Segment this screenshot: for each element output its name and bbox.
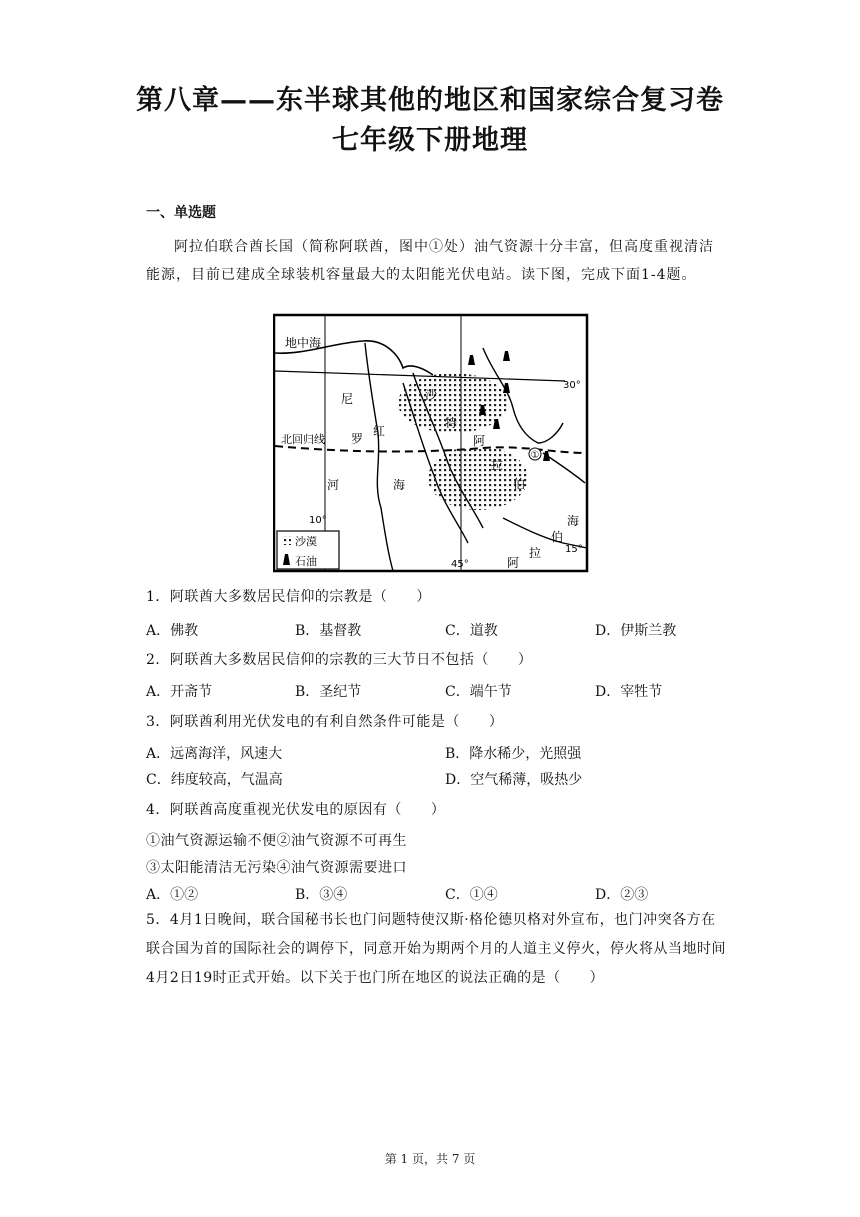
question-3: 3．阿联酋利用光伏发电的有利自然条件可能是（ ） — [146, 714, 504, 730]
page-footer: 第 1 页，共 7 页 — [384, 1152, 476, 1166]
question-4: 4．阿联酋高度重视光伏发电的原因有（ ） — [146, 802, 446, 818]
q2-option-d[interactable]: D．宰牲节 — [595, 684, 663, 700]
label-desert-s: 沙 — [425, 388, 438, 402]
q3-option-b[interactable]: B．降水稀少，光照强 — [445, 746, 582, 762]
section-heading: 一、单选题 — [146, 205, 216, 221]
label-tropic: 北回归线 — [281, 433, 325, 446]
document-subtitle: 七年级下册地理 — [332, 125, 528, 156]
label-arab-1: 阿 — [473, 434, 486, 448]
middle-east-map — [273, 313, 589, 573]
label-lat-30: 30° — [563, 380, 581, 391]
legend-desert: 沙漠 — [295, 535, 317, 548]
document-title: 第八章——东半球其他的地区和国家综合复习卷 — [136, 85, 724, 116]
label-nile-3: 河 — [327, 478, 340, 492]
q3-option-a[interactable]: A．远离海洋，风速大 — [146, 746, 283, 762]
q2-option-b[interactable]: B．圣纪节 — [295, 684, 362, 700]
q3-option-c[interactable]: C．纬度较高，气温高 — [146, 772, 283, 788]
q3-option-d[interactable]: D．空气稀薄，吸热少 — [445, 772, 583, 788]
label-sea-la: 拉 — [529, 546, 542, 560]
question-5: 5．4月1日晚间，联合国秘书长也门问题特使汉斯·格伦德贝格对外宣布，也门冲突各方在联合国为首的国际社会的调停下，同意开始为期两个月的人道主义停火，停火将从当地时间4月2日19时正式开始。以下关于也门所在地区的说法正确的是（ ） — [146, 912, 726, 986]
q4-option-a[interactable]: A．①② — [146, 887, 199, 903]
q2-option-a[interactable]: A．开斋节 — [146, 684, 213, 700]
q2-option-c[interactable]: C．端午节 — [445, 684, 512, 700]
question-1: 1．阿联酋大多数居民信仰的宗教是（ ） — [146, 589, 431, 605]
q4-option-b[interactable]: B．③④ — [295, 887, 348, 903]
label-arab-3: 伯 — [513, 477, 526, 491]
intro-paragraph: 阿拉伯联合酋长国（简称阿联酋，图中①处）油气资源十分丰富，但高度重视清洁能源，目前已建成全球装机容量最大的太阳能光伏电站。读下图，完成下面1-4题。 — [146, 239, 714, 283]
label-sea-bo: 伯 — [551, 530, 564, 544]
label-red-2: 海 — [393, 478, 406, 492]
label-lat-15: 15° — [565, 544, 583, 555]
q1-option-d[interactable]: D．伊斯兰教 — [595, 623, 677, 639]
q1-option-b[interactable]: B．基督教 — [295, 623, 362, 639]
label-mediterranean: 地中海 — [285, 336, 322, 350]
q4-option-c[interactable]: C．①④ — [445, 887, 498, 903]
label-arab-2: 拉 — [491, 458, 504, 472]
label-desert-t: 特 — [445, 416, 458, 430]
label-lon-45: 45° — [451, 559, 469, 570]
label-nile-2: 罗 — [351, 432, 364, 446]
label-lon-10: 10° — [309, 515, 327, 526]
legend-oil: 石油 — [295, 555, 317, 568]
q4-statement-1: ①油气资源运输不便②油气资源不可再生 — [146, 833, 407, 849]
label-nile-1: 尼 — [341, 392, 354, 406]
q1-option-a[interactable]: A．佛教 — [146, 623, 199, 639]
q4-option-d[interactable]: D．②③ — [595, 887, 649, 903]
label-red-1: 红 — [373, 424, 386, 438]
label-sea-a: 阿 — [507, 556, 520, 570]
q1-option-c[interactable]: C．道教 — [445, 623, 498, 639]
marker-1: ① — [530, 450, 540, 461]
question-2: 2．阿联酋大多数居民信仰的宗教的三大节日不包括（ ） — [146, 652, 533, 668]
q4-statement-2: ③太阳能清洁无污染④油气资源需要进口 — [146, 860, 407, 876]
label-sea-hai: 海 — [567, 514, 580, 528]
